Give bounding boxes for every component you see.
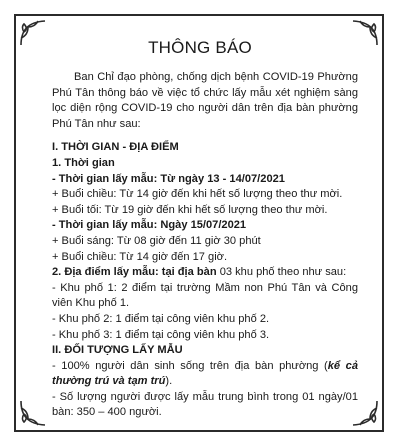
- target-item: [52, 359, 358, 390]
- target-emphasis: kể cả thường trú và tạm trú: [52, 359, 358, 388]
- corner-ornament-icon: [18, 398, 48, 428]
- schedule-item: + Buổi chiều: Từ 14 giờ đến 17 giờ.: [52, 250, 228, 263]
- location-heading-rest: 03 khu phố theo như sau:: [216, 266, 347, 279]
- location-item: - Khu phố 2: 1 điểm tại công viên khu phố 2.: [52, 312, 270, 325]
- subsection-heading: 1. Thời gian: [52, 156, 115, 169]
- target-text: - 100% người dân sinh sống trên địa bàn phường (: [52, 359, 328, 372]
- time-period-heading: - Thời gian lấy mẫu: Từ ngày 13 - 14/07/2021: [52, 172, 285, 185]
- location-heading: [52, 265, 358, 281]
- section-heading: I. THỜI GIAN - ĐỊA ĐIỂM: [52, 141, 179, 154]
- intro-paragraph: Ban Chỉ đạo phòng, chống dịch bệnh COVID-19 Phường Phú Tân thông báo về việc tổ chức lấy mẫu xét nghiệm sàng lọc diện rộng COVID-19 cho người dân trên địa bàn phường Phú Tân như sau:: [52, 71, 358, 130]
- section-heading: II. ĐỐI TƯỢNG LẤY MẪU: [52, 344, 183, 357]
- schedule-item: + Buổi chiều: Từ 14 giờ đến khi hết số lượng theo thư mời.: [52, 188, 343, 201]
- target-item: - Số lượng người được lấy mẫu trung bình trong 01 ngày/01 bàn: 350 – 400 người.: [52, 390, 358, 419]
- location-item: - Khu phố 3: 1 điểm tại công viên khu phố 3.: [52, 328, 270, 341]
- target-text-end: ).: [165, 375, 173, 388]
- notice-body: [52, 70, 358, 421]
- schedule-item: + Buổi sáng: Từ 08 giờ đến 11 giờ 30 phút: [52, 234, 261, 247]
- location-heading-bold: 2. Địa điểm lấy mẫu: tại địa bàn: [52, 266, 217, 279]
- schedule-item: + Buổi tối: Từ 19 giờ đến khi hết số lượng theo thư mời.: [52, 203, 328, 216]
- time-period-heading: - Thời gian lấy mẫu: Ngày 15/07/2021: [52, 219, 247, 232]
- notice-title: THÔNG BÁO: [148, 38, 252, 57]
- location-item: - Khu phố 1: 2 điểm tại trường Mầm non Phú Tân và Công viên Khu phố 1.: [52, 281, 358, 310]
